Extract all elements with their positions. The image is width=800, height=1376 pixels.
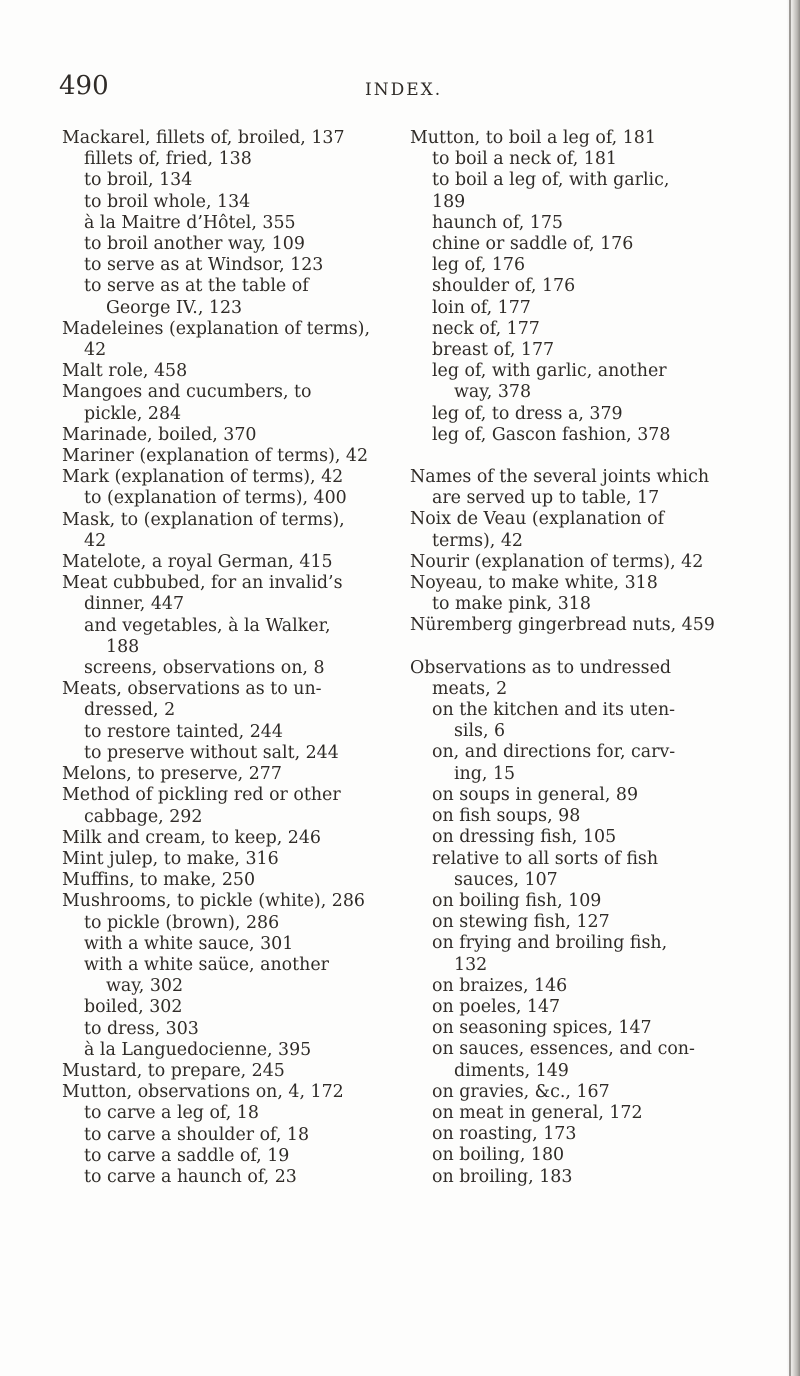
index-continuation: 132 [454,954,488,975]
index-entry: Mark (explanation of terms), 42 [62,467,344,488]
index-subentry: shoulder of, 176 [432,276,576,297]
index-subentry: boiled, 302 [84,997,183,1018]
index-subentry: chine or saddle of, 176 [432,234,634,255]
index-continuation: are served up to table, 17 [432,488,660,509]
index-continuation: George IV., 123 [106,297,243,318]
index-entry: Mutton, observations on, 4, 172 [62,1082,344,1103]
index-subentry: on boiling fish, 109 [432,890,602,911]
index-subentry: screens, observations on, 8 [84,658,325,679]
index-entry: Meat cubbubed, for an invalid’s [62,573,343,594]
index-entry: Marinade, boiled, 370 [62,424,257,445]
index-entry: Noyeau, to make white, 318 [410,573,658,594]
index-entry: Mustard, to prepare, 245 [62,1060,285,1081]
index-subentry: on soups in general, 89 [432,784,639,805]
index-subentry: haunch of, 175 [432,212,563,233]
index-subentry: to broil another way, 109 [84,234,305,255]
index-entry: Method of pickling red or other [62,785,341,806]
index-continuation: sauces, 107 [454,869,558,890]
index-subentry: to (explanation of terms), 400 [84,488,347,509]
index-subentry: and vegetables, à la Walker, [84,615,331,636]
index-continuation: meats, 2 [432,678,508,699]
index-entry: Mint julep, to make, 316 [62,848,279,869]
index-subentry: to restore tainted, 244 [84,721,283,742]
index-continuation: way, 378 [454,382,532,403]
index-subentry: fillets of, fried, 138 [84,149,252,170]
page-number: 490 [59,71,109,101]
index-entry: Malt role, 458 [62,361,188,382]
index-subentry: on dressing fish, 105 [432,827,617,848]
index-subentry: to make pink, 318 [432,594,591,615]
index-subentry: on broiling, 183 [432,1166,573,1187]
index-subentry: on gravies, &c., 167 [432,1081,610,1102]
index-column-right [410,128,750,1188]
index-subentry: with a white sauce, 301 [84,933,294,954]
index-entry: Mushrooms, to pickle (white), 286 [62,891,365,912]
index-entry: Nourir (explanation of terms), 42 [410,551,704,572]
index-subentry: leg of, to dress a, 379 [432,403,623,424]
index-subentry: to broil whole, 134 [84,191,251,212]
index-continuation: 42 [84,340,107,361]
index-subentry: on stewing fish, 127 [432,912,610,933]
index-subentry: neck of, 177 [432,318,540,339]
index-subentry: to preserve without salt, 244 [84,742,339,763]
index-entry: Matelote, a royal German, 415 [62,552,333,573]
index-entry: Madeleines (explanation of terms), [62,318,370,339]
index-entry: Noix de Veau (explanation of [410,509,665,530]
index-subentry: on, and directions for, carv- [432,742,676,763]
index-subentry: to pickle (brown), 286 [84,912,280,933]
index-entry: Names of the several joints which [410,467,710,488]
index-subentry: on roasting, 173 [432,1124,577,1145]
index-entry: Meats, observations as to un- [62,679,322,700]
index-subentry: to boil a neck of, 181 [432,149,617,170]
index-subentry: with a white saüce, another [84,954,329,975]
index-subentry: leg of, 176 [432,255,526,276]
index-entry: Muffins, to make, 250 [62,870,256,891]
index-entry: Melons, to preserve, 277 [62,764,282,785]
index-entry: Mask, to (explanation of terms), [62,509,345,530]
index-subentry: à la Languedocienne, 395 [84,1039,312,1060]
index-subentry: to carve a saddle of, 19 [84,1145,290,1166]
index-subentry: on fish soups, 98 [432,806,581,827]
index-subentry: leg of, Gascon fashion, 378 [432,424,671,445]
index-subentry: breast of, 177 [432,340,555,361]
index-subentry: to serve as at Windsor, 123 [84,255,324,276]
index-entry: Milk and cream, to keep, 246 [62,827,321,848]
index-entry: Mangoes and cucumbers, to [62,382,312,403]
index-continuation: cabbage, 292 [84,806,203,827]
running-head: INDEX. [365,80,443,100]
index-continuation: sils, 6 [454,721,506,742]
index-subentry: to carve a shoulder of, 18 [84,1124,310,1145]
index-subentry: on meat in general, 172 [432,1102,643,1123]
index-subentry: to broil, 134 [84,170,193,191]
index-subentry: to dress, 303 [84,1018,199,1039]
index-subentry: leg of, with garlic, another [432,361,667,382]
index-continuation: dinner, 447 [84,594,185,615]
index-subentry: on sauces, essences, and con- [432,1039,695,1060]
index-subentry: to boil a leg of, with garlic, [432,170,670,191]
index-entry: Nüremberg gingerbread nuts, 459 [410,615,715,636]
index-entry: Mariner (explanation of terms), 42 [62,446,369,467]
index-continuation: 188 [106,636,140,657]
index-subentry: to serve as at the table of [84,276,309,297]
index-column-left [62,128,402,1188]
index-entry: Mackarel, fillets of, broiled, 137 [62,128,345,148]
index-continuation: dressed, 2 [84,700,176,721]
index-continuation: terms), 42 [432,530,523,551]
index-subentry: relative to all sorts of fish [432,848,659,869]
index-subentry: to carve a haunch of, 23 [84,1166,297,1187]
index-entry: Mutton, to boil a leg of, 181 [410,128,656,148]
index-subentry: on frying and broiling fish, [432,933,668,954]
index-continuation: 189 [432,191,466,212]
index-continuation: diments, 149 [454,1060,569,1081]
index-subentry: on braizes, 146 [432,975,568,996]
index-subentry: à la Maitre d’Hôtel, 355 [84,212,296,233]
index-continuation: pickle, 284 [84,403,182,424]
index-entry: Observations as to undressed [410,657,672,678]
index-subentry: loin of, 177 [432,297,531,318]
index-continuation: ing, 15 [454,763,516,784]
index-subentry: on poeles, 147 [432,996,561,1017]
index-subentry: to carve a leg of, 18 [84,1103,259,1124]
index-subentry: on seasoning spices, 147 [432,1018,652,1039]
index-continuation: way, 302 [106,976,184,997]
page-edge-line [789,0,791,1376]
index-continuation: 42 [84,530,107,551]
index-subentry: on the kitchen and its uten- [432,700,676,721]
index-subentry: on boiling, 180 [432,1145,565,1166]
